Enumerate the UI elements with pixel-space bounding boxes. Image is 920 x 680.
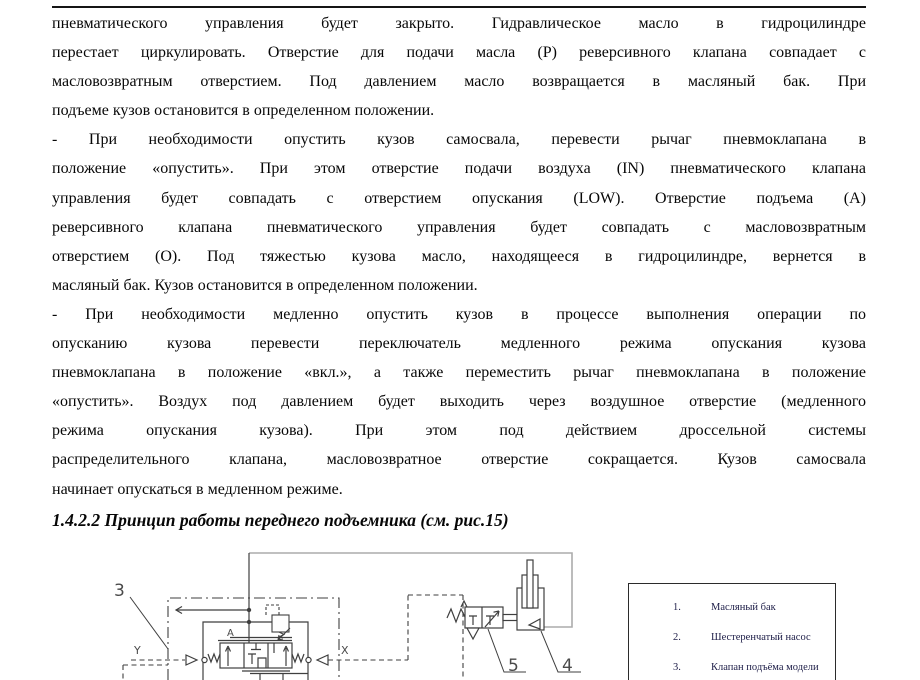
text-line: - При необходимости медленно опустить кузов в процессе выполнения операции по <box>52 305 866 323</box>
exhaust-triangle <box>467 628 479 639</box>
text-line: отверстием (О). Под тяжестью кузова масло, находящееся в гидроцилиндре, вернется в <box>52 247 866 265</box>
legend-item-label: Клапан подъёма модели <box>711 662 819 673</box>
port-label-a: A <box>227 628 234 639</box>
legend-item-label: Шестеренчатый насос <box>711 632 811 643</box>
paragraph <box>52 125 866 300</box>
header-rule <box>52 6 866 8</box>
legend-item <box>629 593 835 623</box>
text-line: положение «опустить». При этом отверстие подачи воздуха (IN) пневматического клапана <box>52 160 866 178</box>
pilot-triangle-left <box>186 655 197 665</box>
legend-box <box>628 583 836 680</box>
legend-item <box>629 653 835 680</box>
text-line: перестает циркулировать. Отверстие для подачи масла (Р) реверсивного клапана совпадает с <box>52 44 866 62</box>
spring-right <box>292 654 304 662</box>
text-line: масловозвратным отверстием. Под давлением масло возвращается в масляный бак. При <box>52 73 866 91</box>
text-line: - При необходимости опустить кузов самосвала, перевести рычаг пневмоклапана в <box>52 131 866 149</box>
paragraph <box>52 9 866 125</box>
legend-item-number: 1. <box>673 602 681 613</box>
text-line: подъеме кузов остановится в определенном положении. <box>52 102 435 120</box>
text-line: пневмоклапана в положение «вкл.», а также переместить рычаг пневмоклапана в положение <box>52 364 866 382</box>
spring <box>447 609 465 622</box>
callout-3: 3 <box>114 581 125 601</box>
section-heading: 1.4.2.2 Принцип работы переднего подъемника (см. рис.15) <box>52 510 509 530</box>
legend-item <box>629 623 835 653</box>
text-line: пневматического управления будет закрыто. Гидравлическое масло в гидроцилиндре <box>52 15 866 32</box>
pneumatic-valve <box>447 601 517 639</box>
spring-left <box>208 654 220 662</box>
legend-item-number: 3. <box>673 662 681 673</box>
junction-dot <box>247 620 251 624</box>
legend-item-label: Масляный бак <box>711 602 776 613</box>
port-label-y: Y <box>134 644 141 657</box>
port-label-x: X <box>341 644 349 657</box>
text-line: опусканию кузова перевести переключатель медленного режима опускания кузова <box>52 335 866 353</box>
text-line: режима опускания кузова). При этом под действием дроссельной системы <box>52 422 866 440</box>
text-line: распределительного клапана, масловозвратное отверстие сокращается. Кузов самосвала <box>52 451 866 469</box>
text-line: начинает опускаться в медленном режиме. <box>52 480 343 498</box>
text-line: «опустить». Воздух под давлением будет выходить через воздушное отверстие (медленного <box>52 393 866 411</box>
document-body <box>52 9 866 504</box>
callout-4: 4 <box>562 656 573 676</box>
text-line: масляный бак. Кузов остановится в определенном положении. <box>52 276 478 294</box>
pilot-triangle-right <box>317 655 328 665</box>
legend-list <box>629 584 835 680</box>
legend-item-number: 2. <box>673 632 681 643</box>
text-line: реверсивного клапана пневматического управления будет совпадать с масловозвратным <box>52 218 866 236</box>
hoist-cylinder <box>517 560 544 630</box>
text-line: управления будет совпадать с отверстием опускания (LOW). Отверстие подъема (А) <box>52 189 866 207</box>
pilot-air-lines <box>123 595 463 680</box>
junction-dot <box>247 608 251 612</box>
directional-control-valve <box>186 643 328 668</box>
callout-5: 5 <box>508 656 519 676</box>
paragraph <box>52 300 866 504</box>
